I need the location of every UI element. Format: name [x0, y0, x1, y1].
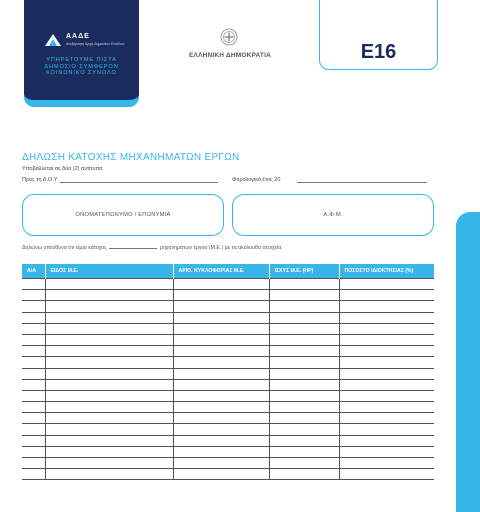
machine-count-blank[interactable] [109, 248, 157, 249]
table-row [22, 379, 434, 390]
table-cell[interactable] [269, 402, 339, 413]
table-cell[interactable] [22, 469, 45, 480]
table-cell[interactable] [45, 390, 173, 401]
table-row [22, 357, 434, 368]
table-row [22, 323, 434, 334]
table-cell[interactable] [269, 279, 339, 290]
table-cell[interactable] [173, 301, 269, 312]
form-subtitle: Υποβάλλεται σε δύο (2) αντίτυπα [22, 166, 103, 172]
table-cell[interactable] [339, 469, 434, 480]
table-cell[interactable] [45, 334, 173, 345]
table-cell[interactable] [173, 346, 269, 357]
table-cell[interactable] [173, 323, 269, 334]
table-cell[interactable] [22, 357, 45, 368]
table-cell[interactable] [173, 402, 269, 413]
table-cell[interactable] [269, 323, 339, 334]
table-cell[interactable] [45, 424, 173, 435]
column-header-plate: ΑΡΙΘ. ΚΥΚΛΟΦΟΡΙΑΣ Μ.Ε. [173, 264, 269, 279]
afm-field-label: Α.Φ.Μ. [323, 212, 343, 218]
table-row [22, 424, 434, 435]
fiscal-year-label: Φορολογικό έτος 20 [232, 177, 281, 183]
table-row [22, 346, 434, 357]
greek-emblem-icon [220, 28, 238, 46]
table-cell[interactable] [269, 290, 339, 301]
column-header-ownership: ΠΟΣΟΣΤΟ ΙΔΙΟΚΤΗΣΙΑΣ (%) [339, 264, 434, 279]
agency-acronym: ΑΑΔΕ [66, 33, 90, 40]
table-cell[interactable] [45, 469, 173, 480]
table-cell[interactable] [22, 334, 45, 345]
declaration-part-1: Δηλώνω υπεύθυνα ότι είμαι κάτοχος [22, 245, 107, 251]
table-cell[interactable] [22, 279, 45, 290]
table-cell[interactable] [269, 458, 339, 469]
table-cell[interactable] [173, 446, 269, 457]
table-cell[interactable] [339, 402, 434, 413]
table-cell[interactable] [173, 469, 269, 480]
table-cell[interactable] [22, 435, 45, 446]
table-row [22, 458, 434, 469]
table-cell[interactable] [339, 346, 434, 357]
table-cell[interactable] [173, 424, 269, 435]
table-cell[interactable] [339, 390, 434, 401]
table-cell[interactable] [173, 357, 269, 368]
table-row [22, 390, 434, 401]
table-header-row [22, 264, 434, 279]
table-cell[interactable] [269, 424, 339, 435]
table-cell[interactable] [339, 435, 434, 446]
aade-logo-block [24, 0, 139, 104]
table-cell[interactable] [339, 413, 434, 424]
table-cell[interactable] [269, 435, 339, 446]
table-cell[interactable] [22, 290, 45, 301]
table-row [22, 446, 434, 457]
table-cell[interactable] [339, 458, 434, 469]
table-cell[interactable] [45, 413, 173, 424]
side-accent-tab [456, 212, 480, 512]
form-code: Ε16 [360, 41, 397, 63]
table-cell[interactable] [339, 424, 434, 435]
slogan-line-2: ΔΗΜΟΣΙΟ ΣΥΜΦΕΡΟΝ [44, 63, 119, 70]
table-cell[interactable] [173, 435, 269, 446]
table-cell[interactable] [269, 357, 339, 368]
form-code-box [319, 0, 438, 70]
declaration-part-2: μηχανημάτων έργου (Μ.Ε.) με τα ακόλουθα στοιχεία [159, 245, 282, 251]
table-cell[interactable] [173, 413, 269, 424]
table-cell[interactable] [45, 458, 173, 469]
table-cell[interactable] [339, 323, 434, 334]
table-row [22, 334, 434, 345]
table-cell[interactable] [22, 323, 45, 334]
table-cell[interactable] [269, 413, 339, 424]
table-cell[interactable] [45, 379, 173, 390]
table-cell[interactable] [339, 290, 434, 301]
name-field-label: ΟΝΟΜΑΤΕΠΩΝΥΜΟ / ΕΠΩΝΥΜΙΑ [75, 212, 171, 218]
republic-label: ΕΛΛΗΝΙΚΗ ΔΗΜΟΚΡΑΤΙΑ [189, 52, 271, 59]
table-row [22, 368, 434, 379]
table-cell[interactable] [269, 346, 339, 357]
aade-logo-icon [45, 34, 61, 46]
table-cell[interactable] [269, 368, 339, 379]
slogan-line-3: ΚΟΙΝΩΝΙΚΟ ΣΥΝΟΛΟ [46, 70, 117, 77]
table-body [22, 279, 434, 480]
table-cell[interactable] [22, 424, 45, 435]
agency-full-name: Ανεξάρτητη Αρχή Δημοσίων Εσόδων [66, 42, 125, 46]
table-cell[interactable] [22, 379, 45, 390]
name-field[interactable] [22, 194, 224, 236]
table-cell[interactable] [173, 390, 269, 401]
table-cell[interactable] [173, 290, 269, 301]
table-cell[interactable] [45, 435, 173, 446]
table-cell[interactable] [22, 458, 45, 469]
table-cell[interactable] [269, 301, 339, 312]
table-row [22, 402, 434, 413]
table-cell[interactable] [339, 368, 434, 379]
table-cell[interactable] [45, 368, 173, 379]
table-cell[interactable] [45, 279, 173, 290]
table-row [22, 469, 434, 480]
table-row [22, 290, 434, 301]
table-cell[interactable] [22, 312, 45, 323]
slogan-line-1: ΥΠΗΡΕΤΟΥΜΕ ΠΙΣΤΑ [46, 57, 117, 63]
agency-slogan [24, 57, 139, 77]
table-cell[interactable] [22, 346, 45, 357]
table-cell[interactable] [173, 279, 269, 290]
table-cell[interactable] [173, 334, 269, 345]
table-cell[interactable] [339, 301, 434, 312]
table-cell[interactable] [269, 469, 339, 480]
doy-input-line[interactable] [60, 182, 218, 183]
table-cell[interactable] [22, 413, 45, 424]
table-cell[interactable] [269, 446, 339, 457]
table-cell[interactable] [269, 379, 339, 390]
table-cell[interactable] [173, 458, 269, 469]
table-cell[interactable] [339, 446, 434, 457]
table-cell[interactable] [173, 312, 269, 323]
declaration-text [22, 245, 281, 251]
table-row [22, 435, 434, 446]
table-cell[interactable] [339, 357, 434, 368]
table-cell[interactable] [173, 368, 269, 379]
machinery-table [22, 264, 434, 480]
table-cell[interactable] [22, 402, 45, 413]
table-cell[interactable] [22, 301, 45, 312]
table-cell[interactable] [173, 379, 269, 390]
table-row [22, 279, 434, 290]
table-cell[interactable] [269, 312, 339, 323]
table-cell[interactable] [45, 357, 173, 368]
table-cell[interactable] [22, 446, 45, 457]
column-header-type: ΕΙΔΟΣ Μ.Ε. [45, 264, 173, 279]
fiscal-year-input-line[interactable] [297, 182, 427, 183]
table-cell[interactable] [339, 379, 434, 390]
table-cell[interactable] [45, 301, 173, 312]
table-row [22, 312, 434, 323]
table-cell[interactable] [45, 446, 173, 457]
table-cell[interactable] [339, 312, 434, 323]
table-cell[interactable] [339, 279, 434, 290]
doy-label: Προς τη Δ.Ο.Υ [22, 177, 58, 183]
afm-field[interactable] [232, 194, 434, 236]
table-cell[interactable] [45, 402, 173, 413]
table-cell[interactable] [339, 334, 434, 345]
column-header-aa: Α/Α [22, 264, 45, 279]
table-cell[interactable] [45, 290, 173, 301]
table-cell[interactable] [22, 368, 45, 379]
form-title: ΔΗΛΩΣΗ ΚΑΤΟΧΗΣ ΜΗΧΑΝΗΜΑΤΩΝ ΕΡΓΩΝ [22, 152, 240, 163]
table-cell[interactable] [45, 323, 173, 334]
table-cell[interactable] [22, 390, 45, 401]
table-cell[interactable] [45, 312, 173, 323]
table-cell[interactable] [45, 346, 173, 357]
table-cell[interactable] [269, 390, 339, 401]
column-header-power: ΙΣΧΥΣ Μ.Ε. (HP) [269, 264, 339, 279]
table-cell[interactable] [269, 334, 339, 345]
table-row [22, 301, 434, 312]
table-row [22, 413, 434, 424]
